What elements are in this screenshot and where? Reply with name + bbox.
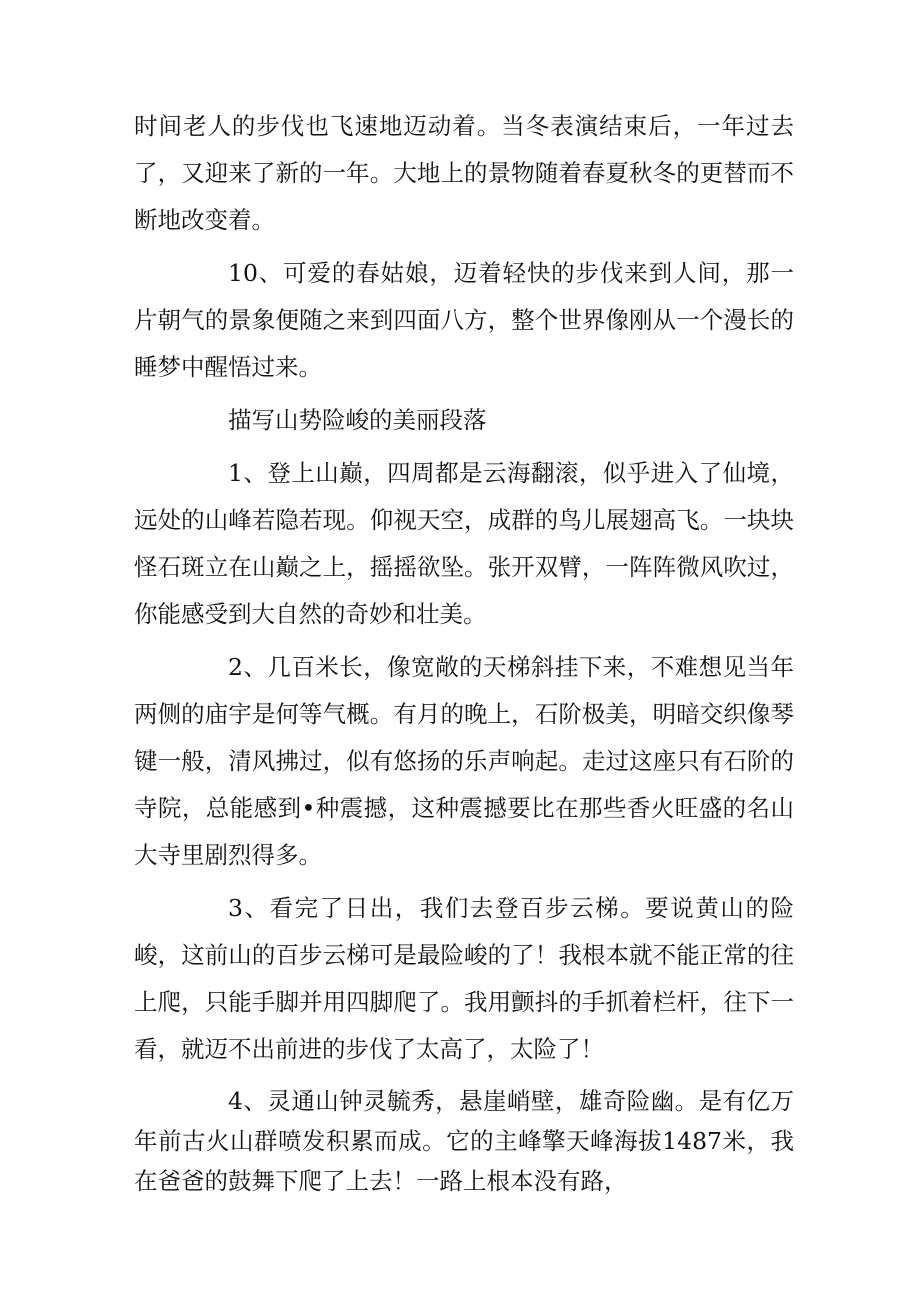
paragraph-4: 4、灵通山钟灵毓秀，悬崖峭壁，雄奇险幽。是有亿万年前古火山群喷发积累而成。它的主峰擎天峰海拔1487米，我在爸爸的鼓舞下爬了上去！一路上根本没有路， xyxy=(134,1087,794,1195)
paragraph-2: 2、几百米长，像宽敞的天梯斜挂下来，不难想见当年两侧的庙宇是何等气概。有月的晚上，石阶极美，明暗交织像琴键一般，清风拂过，似有悠扬的乐声响起。走过这座只有石阶的寺院，总能感到•种震撼，这种震撼要比在那些香火旺盛的名山大寺里剧烈得多。 xyxy=(134,653,794,869)
section-heading: 描写山势险峻的美丽段落 xyxy=(228,406,487,434)
paragraph-1: 1、登上山巅，四周都是云海翻滚，似乎进入了仙境，远处的山峰若隐若现。仰视天空，成群的鸟儿展翅高飞。一块块怪石斑立在山巅之上，摇摇欲坠。张开双臂，一阵阵微风吹过，你能感受到大自然的奇妙和壮美。 xyxy=(134,459,794,628)
document-body xyxy=(134,103,794,1201)
paragraph-intro: 时间老人的步伐也飞速地迈动着。当冬表演结束后，一年过去了，又迎来了新的一年。大地上的景物随着春夏秋冬的更替而不断地改变着。 xyxy=(134,112,794,234)
paragraph-10: 10、可爱的春姑娘，迈着轻快的步伐来到人间，那一片朝气的景象便随之来到四面八方，整个世界像刚从一个漫长的睡梦中醒悟过来。 xyxy=(134,259,794,381)
paragraph-3: 3、看完了日出，我们去登百步云梯。要说黄山的险峻，这前山的百步云梯可是最险峻的了！我根本就不能正常的往上爬，只能手脚并用四脚爬了。我用颤抖的手抓着栏杆，往下一看，就迈不出前进的步伐了太高了，太险了！ xyxy=(134,894,794,1063)
